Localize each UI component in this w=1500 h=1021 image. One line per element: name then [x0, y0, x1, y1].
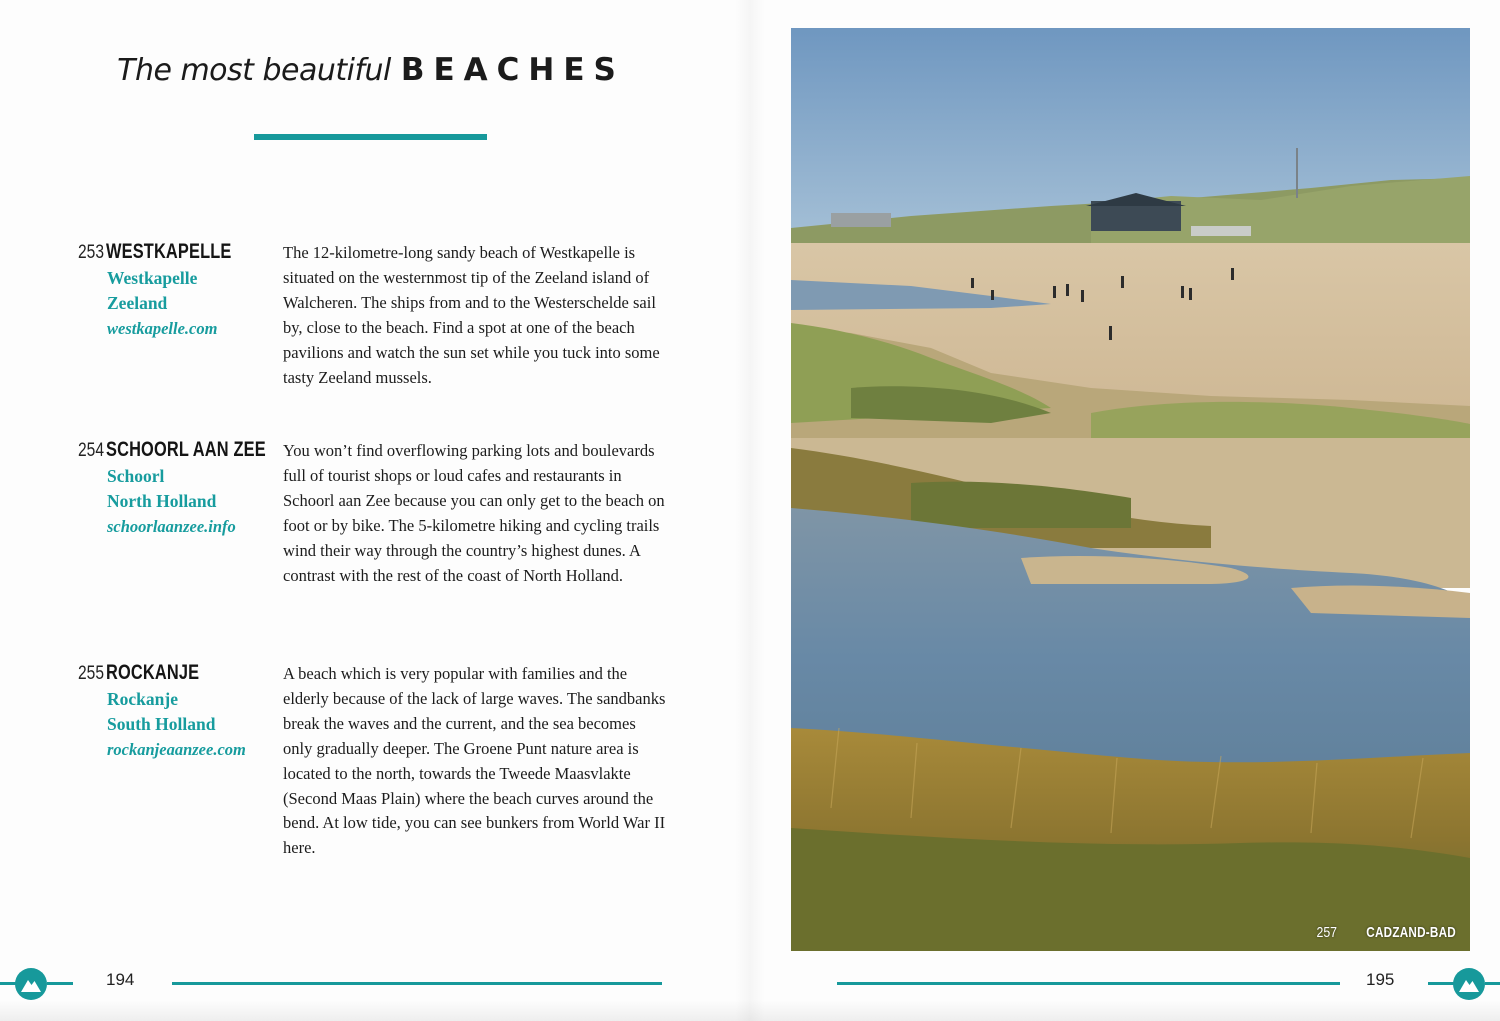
- mountain-icon: [15, 968, 47, 1000]
- entry-header: [78, 240, 278, 341]
- entry-town: Rockanje: [107, 689, 178, 709]
- caption-number: 257: [1316, 924, 1337, 941]
- heading-caps: BEACHES: [400, 52, 625, 88]
- mountain-icon: [1453, 968, 1485, 1000]
- entry-province: North Holland: [107, 491, 217, 511]
- footer-rule: [0, 982, 16, 985]
- heading-underline: [254, 134, 487, 140]
- footer-rule: [47, 982, 73, 985]
- entry-number: 254: [78, 440, 104, 461]
- entry-town: Westkapelle: [107, 268, 198, 288]
- footer-rule: [1428, 982, 1454, 985]
- entry-town: Schoorl: [107, 466, 165, 486]
- entry-name: WESTKAPELLE: [106, 240, 232, 263]
- book-gutter: [735, 0, 765, 1021]
- entry-number: 255: [78, 663, 104, 684]
- entry-url[interactable]: westkapelle.com: [107, 319, 218, 338]
- heading-script: The most beautiful: [117, 53, 391, 88]
- entry-description: You won’t find overflowing parking lots and boulevards full of tourist shops or loud cafes and restaurants in Schoorl aan Zee because you can only get to the beach on foot or by bike. The 5-kilometre hiking and cycling trails wind their way through the country’s highest dunes. A contrast with the rest of the coast of North Holland.: [283, 441, 665, 585]
- footer-rule: [172, 982, 662, 985]
- entry-number: 253: [78, 242, 104, 263]
- entry-description: The 12-kilometre-long sandy beach of Westkapelle is situated on the westernmost tip of the Zeeland island of Walcheren. The ships from and to the Westerschelde sail by, close to the beach. Find a spot at one of the beach pavilions and watch the sun set while you tuck into some tasty Zeeland mussels.: [283, 243, 660, 387]
- page-number-right: 195: [1366, 970, 1395, 989]
- beach-photo: [791, 28, 1470, 951]
- page-number-left: 194: [106, 970, 135, 989]
- page-heading: [0, 52, 742, 88]
- caption-name: CADZAND-BAD: [1366, 924, 1456, 941]
- entry-name: SCHOORL AAN ZEE: [106, 438, 266, 461]
- entry-header: [78, 661, 278, 762]
- entry-name: ROCKANJE: [106, 661, 200, 684]
- page-bottom-shadow: [0, 1000, 1500, 1021]
- entry-province: Zeeland: [107, 293, 168, 313]
- entry-description: A beach which is very popular with families and the elderly because of the lack of large waves. The sandbanks break the waves and the current, and the sea becomes only gradually deeper. The Groene Punt nature area is located to the north, towards the Tweede Maasvlakte (Second Maas Plain) where the beach curves around the bend. At low tide, you can see bunkers from World War II here.: [283, 664, 666, 858]
- entry-url[interactable]: rockanjeaanzee.com: [107, 740, 246, 759]
- footer-rule: [837, 982, 1340, 985]
- footer-rule: [1485, 982, 1500, 985]
- beach-landscape-image: [791, 28, 1470, 951]
- entry-province: South Holland: [107, 714, 216, 734]
- photo-caption: [1312, 924, 1456, 941]
- entry-header: [78, 438, 278, 539]
- entry-url[interactable]: schoorlaanzee.info: [107, 517, 236, 536]
